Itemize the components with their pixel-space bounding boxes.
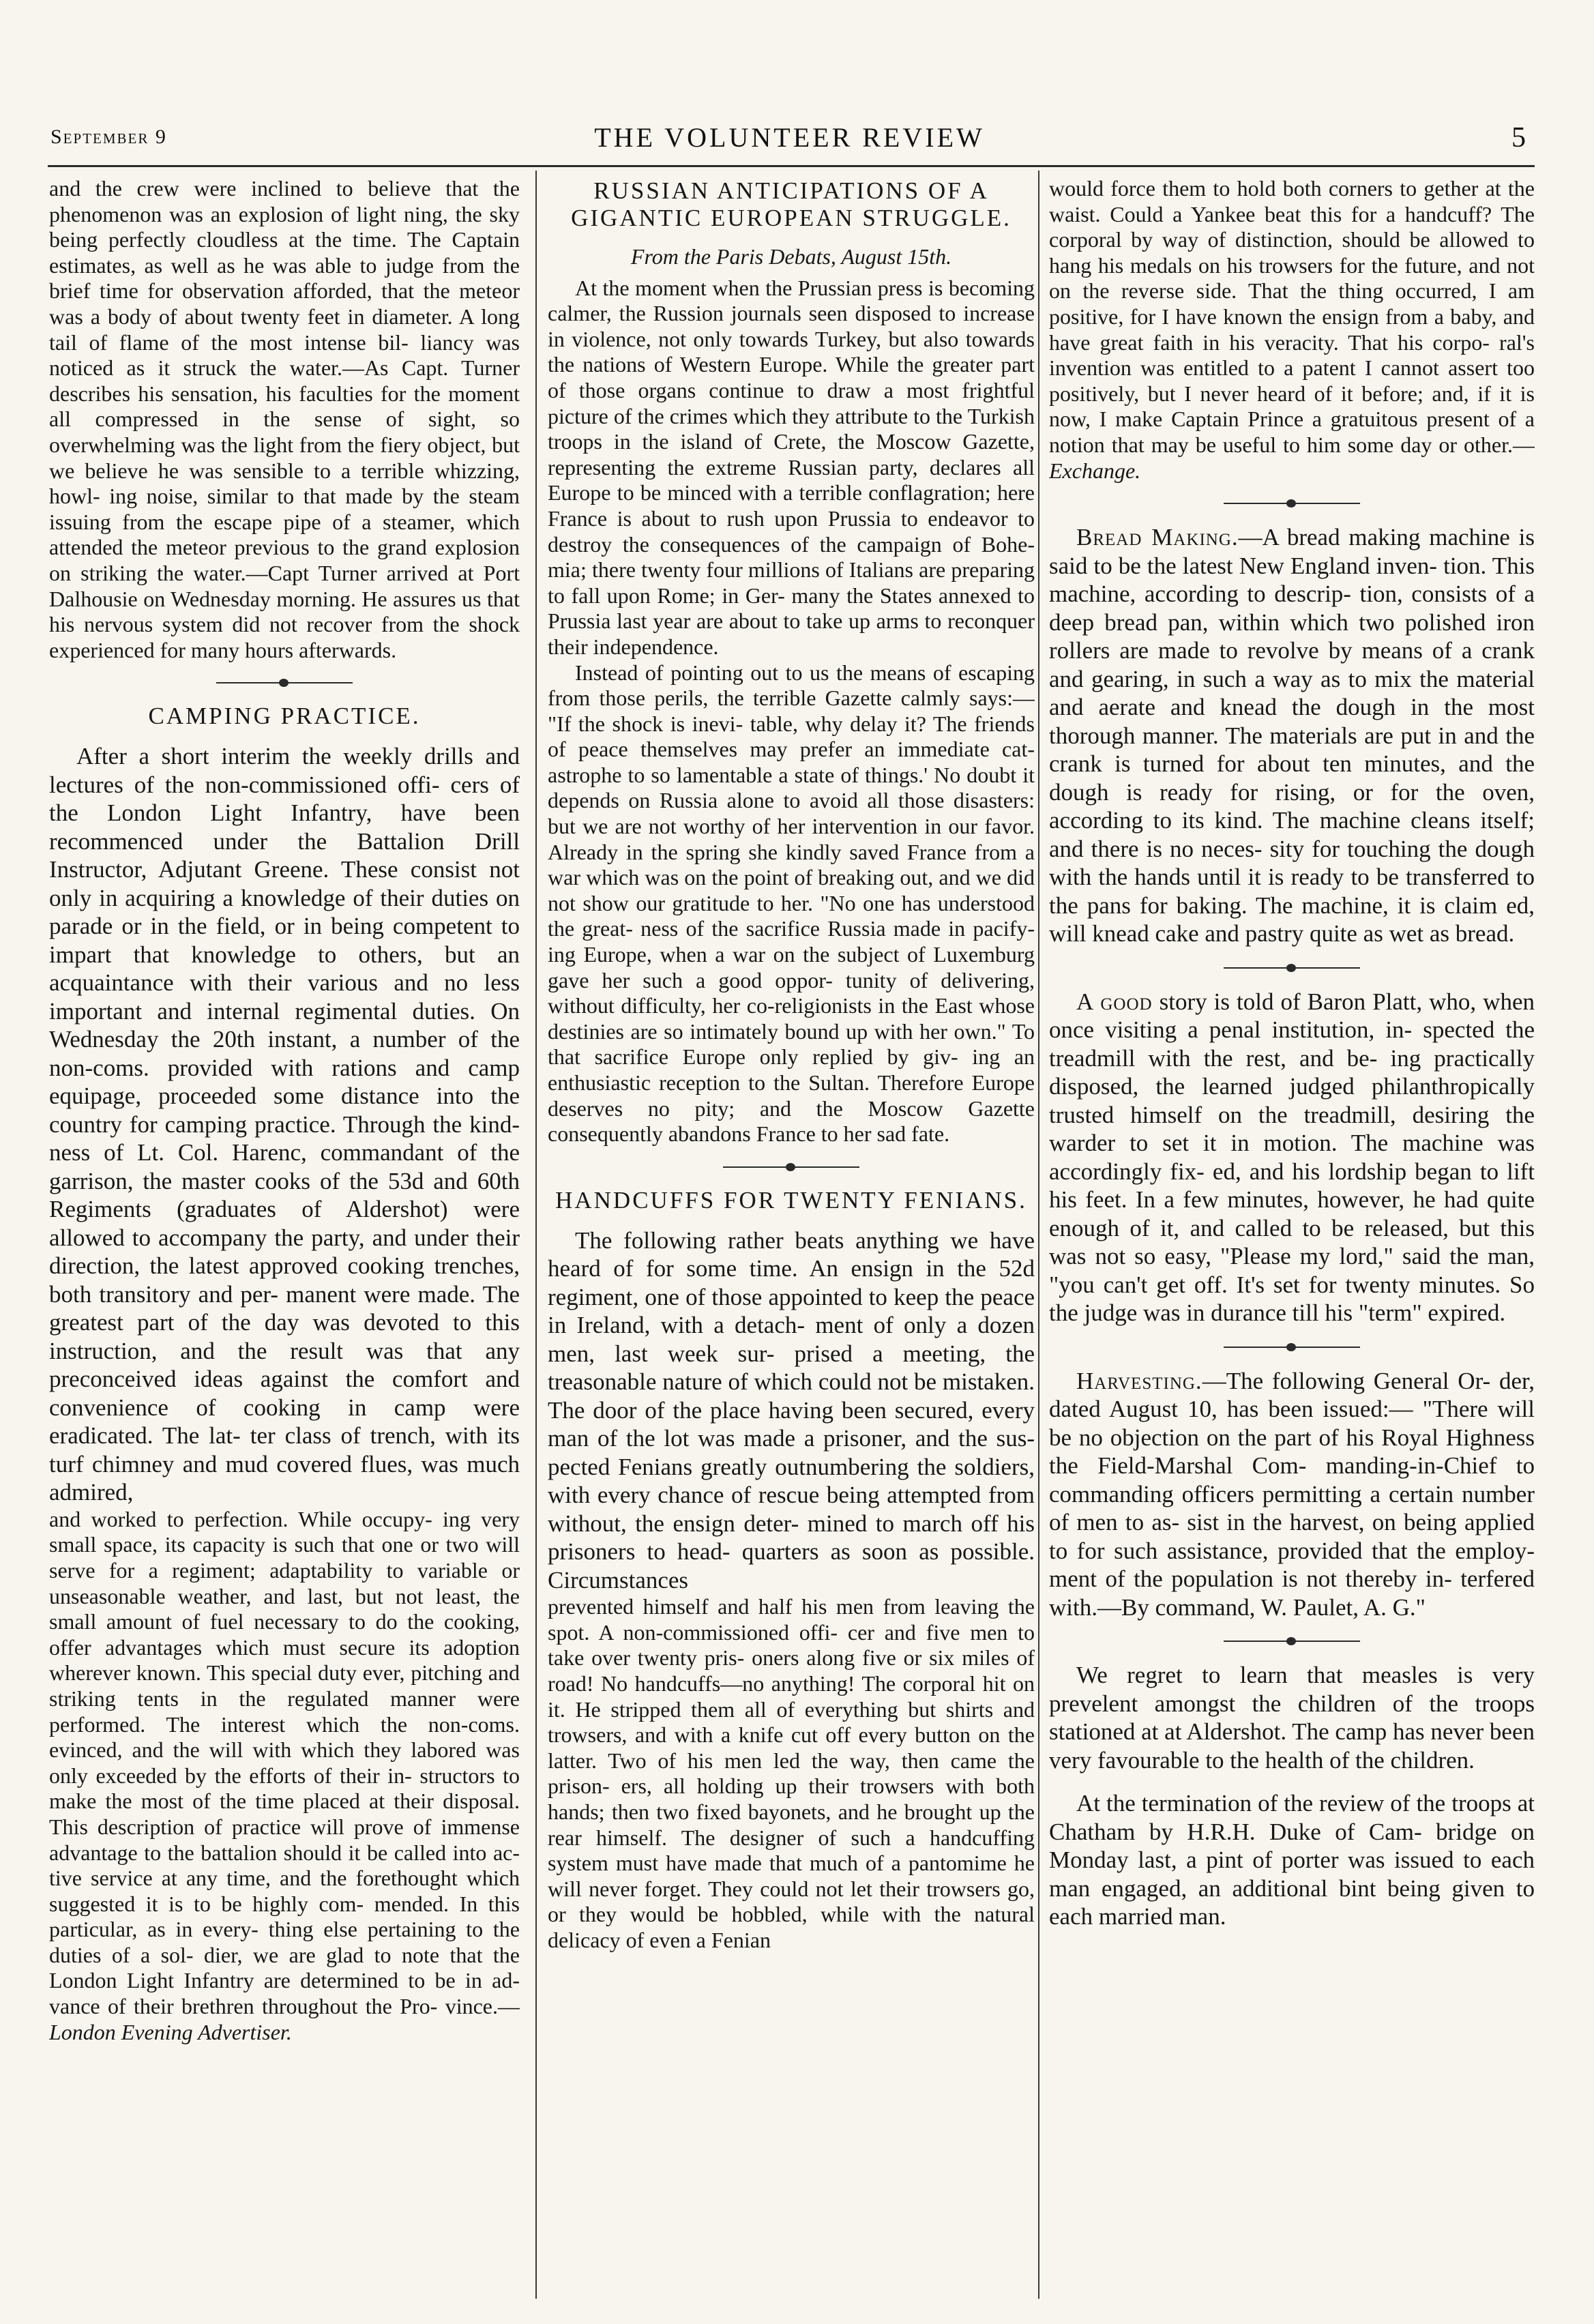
bread-making-body: —A bread making machine is said to be the latest New England inven- tion. This machine, according to descrip- tion, consists of a deep bread pan, within which two polished iron rollers are made to revolve by means of a crank and gearing, in such a way as to mix the material and aerate and knead the dough in the most thorough manner. The materials are put in and the crank is turned for about ten minutes, and the dough is ready for rising, or for the oven, according to its kind. The machine cleans itself; and there is no neces- sity for touching the dough with the hands until it is ready to be transferred to the pans for baking. The machine, it is claim ed, will knead cake and pastry quite as wet as bread. (1049, 524, 1535, 947)
column-1 (49, 176, 520, 2318)
russian-body-b: Instead of pointing out to us the means of escaping from those perils, the terrible Gazette calmly says:— "If the shock is inevi- table, why delay it? The friends of peace themselves may prefer an immediate cat- astrophe to so lamentable a state of things.' No doubt it depends on Russia alone to avoid all those disasters: but we are not worthy of her intervention in our favor. Already in the spring she kindly saved France from a war which was on the point of breaking out, and we did not show our gratitude to her. "No one has understood the great- ness of the sacrifice Russia made in pacify- ing Europe, when a war on the subject of Luxemburg gave her such a good oppor- tunity of delivering, without difficulty, her co-religionists in the East whose destinies are so intimately bound up with her own." To that sacrifice Europe only replied by giv- ing an enthusiastic reception to the Sultan. Therefore Europe deserves no pity; and the Moscow Gazette consequently abandons France to her sad fate. (548, 660, 1035, 1147)
meteor-article-end: and the crew were inclined to believe that the phenomenon was an explosion of light ning, the sky being perfectly cloudless at the time. The Captain estimates, as well as he was able to judge from the brief time for observation afforded, that the meteor was a body of about twenty feet in diameter. A long tail of flame of the most intense bil- liancy was noticed as it struck the water.—As Capt. Turner describes his sensation, his faculties for the moment all compressed in the sense of sight, so overwhelming was the light from the fiery object, but we believe he was sensible to a terrible whizzing, howl- ing noise, similar to that made by the steam issuing from the escape pipe of a steamer, which attended the meteor previous to the grand explosion on striking the water.—Capt Turner arrived at Port Dalhousie on Wednesday morning. He assures us that his nervous system did not recover from the shock experienced for many hours afterwards. (49, 176, 520, 662)
handcuffs-body-a: The following rather beats anything we have heard of for some time. An ensign in the 52d regiment, one of those appointed to keep the peace in Ireland, with a detach- ment of only a dozen men, last week sur- prised a meeting, the treasonable nature of which could not be mistaken. The door of the place having been secured, every man of the lot was made a prisoner, and the sus- pected Fenians greatly outnumbering the soldiers, with every chance of rescue being attempted from without, the ensign deter- mined to march off his prisoners to head- quarters as soon as possible. Circumstances (548, 1226, 1035, 1593)
section-separator (1224, 963, 1360, 973)
bread-making-item (1049, 523, 1535, 948)
header-rule (48, 165, 1535, 167)
column-divider-1 (535, 171, 537, 2299)
header-date: September 9 (50, 126, 167, 148)
russian-dateline: From the Paris Debats, August 15th. (630, 244, 952, 269)
harvesting-item (1049, 1367, 1535, 1622)
column-3 (1049, 176, 1535, 2318)
baron-platt-lead: A good (1076, 988, 1153, 1015)
bread-making-lead: Bread Making. (1076, 524, 1239, 551)
handcuffs-body-b: prevented himself and half his men from leaving the spot. A non-commissioned offi- cer and five men to take over twenty pris- oners along five or six miles of road! No handcuffs—no anything! The corporal hit on it. He stripped them all of everything but shirts and trowsers, and with a knife cut off every button on the latter. Two of his men led the way, then came the prison- ers, all holding up their trowsers with both hands; then two fixed bayonets, and he brought up the rear himself. The designer of such a handcuffing system must have made that much of a pantomime he will never forget. They could not let their trowsers go, or they would be hobbled, while with the natural delicacy of even a Fenian (548, 1594, 1035, 1952)
camping-practice-body-b-text: and worked to perfection. While occupy- ing very small space, its capacity is such that one or two will serve for a regiment; adaptability to variable or unseasonable weather, and last, but not least, the small amount of fuel necessary to do the cooking, offer advantages which must secure its adoption wherever known. This special duty ever, pitching and striking tents in the regulated manner were performed. The interest which the non-coms. evinced, and the will with which they labored was only exceeded by the efforts of their in- structors to make the most of the time placed at their disposal. This description of practice will prove of immense advantage to the battalion should it be called into ac- tive service at any time, and the forethought which suggested it is to be highly com- mended. In this particular, as in every- thing else pertaining to the duties of a sol- dier, we are glad to note that the London Light Infantry are determined to be in ad- vance of their brethren throughout the Pro- vince.— (49, 1506, 520, 2019)
masthead-title: THE VOLUNTEER REVIEW (594, 122, 985, 153)
page-number: 5 (1511, 122, 1526, 153)
russian-body-a: At the moment when the Prussian press is becoming calmer, the Russion journals seen disposed to increase in violence, not only towards Turkey, but also towards the nations of Western Europe. While the greater part of those organs continue to draw a most frightful picture of the crimes which they attribute to the Turkish troops in the island of Crete, the Moscow Gazette, representing the extreme Russian party, declares all Europe to be minced with a terrible conflagration; here France is about to rush upon Prussia to endeavor to destroy the consequences of the campaign of Bohe- mia; there twenty four millions of Italians are preparing to fall upon Rome; in Ger- many the States annexed to Prussia last year are about to take up arms to reconquer their independence. (548, 275, 1035, 659)
chatham-item: At the termination of the review of the troops at Chatham by H.R.H. Duke of Cam- bridge on Monday last, a pint of porter was issued to each man engaged, an additional bint being given to each married man. (1049, 1790, 1535, 1930)
baron-platt-body: story is told of Baron Platt, who, when once visiting a penal institution, in- spected the treadmill with the rest, and be- ing practically disposed, the learned judged philanthropically trusted himself on the treadmill, desiring the warder to set it in motion. The machine was accordingly fix- ed, and his lordship began to lift his feet. In a few minutes, however, he had quite enough of it, and called to be released, but this was not so easy, "Please my lord," said the man, "you can't get off. It's set for twenty minutes. So the judge was in durance till his "term" expired. (1049, 988, 1535, 1327)
page-header (48, 120, 1531, 161)
camping-practice-heading: CAMPING PRACTICE. (148, 703, 421, 730)
handcuffs-source: Exchange. (1049, 458, 1141, 483)
harvesting-body: —The following General Or- der, dated August 10, has been issued:— "There will be no objection on the part of his Royal Highness the Field-Marshal Com- manding-in-Chief to commanding officers permitting a certain number of men to as- sist in the harvest, on being applied to for such assistance, provided that the employ- ment of the population is not thereby in- terfered with.—By command, W. Paulet, A. G." (1049, 1367, 1535, 1621)
camping-practice-source: London Evening Advertiser. (49, 2019, 292, 2044)
baron-platt-item (1049, 988, 1535, 1327)
harvesting-lead: Harvesting. (1076, 1367, 1202, 1394)
section-separator (1224, 1636, 1360, 1646)
section-separator (723, 1162, 859, 1172)
section-separator (1224, 1342, 1360, 1352)
handcuffs-heading: HANDCUFFS FOR TWENTY FENIANS. (555, 1186, 1027, 1214)
column-2 (548, 176, 1035, 2318)
handcuffs-continuation (1049, 176, 1535, 484)
russian-anticipations-heading: RUSSIAN ANTICIPATIONS OF A GIGANTIC EUROPEAN STRUGGLE. (571, 177, 1012, 231)
handcuffs-continuation-text: would force them to hold both corners to gether at the waist. Could a Yankee beat this for a handcuff? The corporal by way of distinction, should be allowed to hang his medals on his trowsers for the future, and not on the reverse side. That the thing occurred, I am positive, for I have known the ensign from a baby, and have great faith in his veracity. That his corpo- ral's invention was entitled to a patent I cannot assert too positively, but I never heard of it before; and, if it is now, I make Captain Prince a gratuitous present of a notion that may be useful to him some day or other.— (1049, 176, 1535, 457)
camping-practice-body-b (49, 1507, 520, 2045)
section-separator (1224, 499, 1360, 508)
column-divider-2 (1038, 171, 1039, 2299)
measles-item: We regret to learn that measles is very prevelent amongst the children of the troops stationed at at Aldershot. The camp has never been very favourable to the health of the children. (1049, 1662, 1535, 1774)
camping-practice-body-a: After a short interim the weekly drills and lectures of the non-commissioned offi- cers of the London Light Infantry, have been recommenced under the Battalion Drill Instructor, Adjutant Greene. These consist not only in acquiring a knowledge of their duties on parade or in the field, or in being competent to impart that knowledge to others, but an acquaintance with their various and no less important and internal regimental duties. On Wednesday the 20th instant, a number of the non-coms. provided with rations and camp equipage, proceeded some distance into the country for camping practice. Through the kind- ness of Lt. Col. Harenc, commandant of the garrison, the master cooks of the 53d and 60th Regiments (graduates of Aldershot) were allowed to accompany the party, and under their direction, the latest approved cooking trenches, both transitory and per- manent were made. The greatest part of the day was devoted to this instruction, and the result was that any preconceived ideas against the comfort and convenience of cooking in camp were eradicated. The lat- ter class of trench, with its turf chimney and mud covered flues, was much admired, (49, 743, 520, 1506)
section-separator (216, 678, 353, 688)
